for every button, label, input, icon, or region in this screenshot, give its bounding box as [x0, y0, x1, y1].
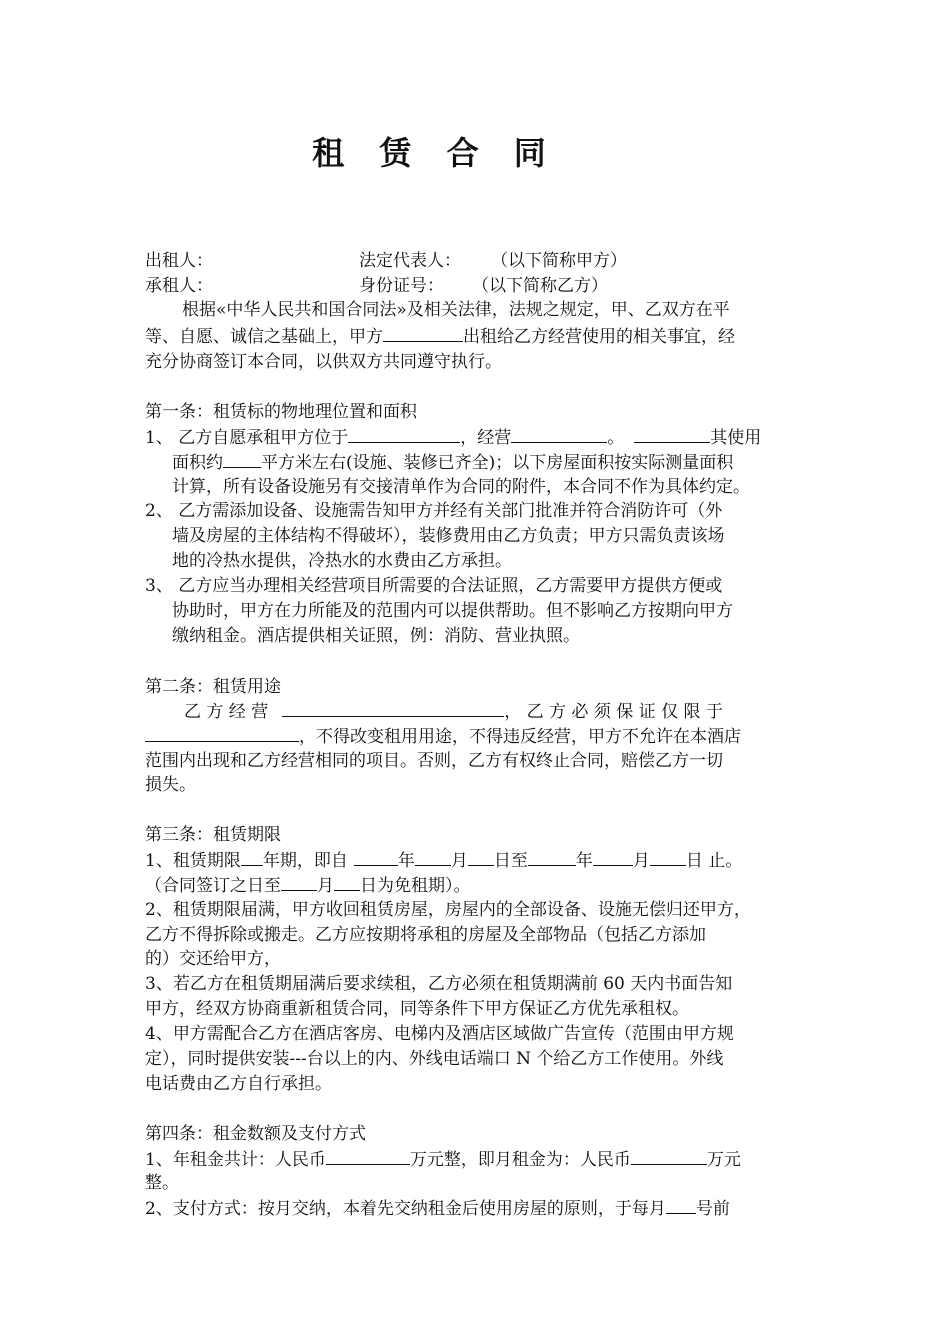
blank-field[interactable]: [334, 873, 360, 891]
document-title: 租 赁 合 同: [312, 134, 558, 172]
id-no-label: 身份证号：: [359, 276, 444, 296]
article-3-line-10: 电话费由乙方自行承担。: [145, 1074, 332, 1094]
blank-field[interactable]: [282, 699, 504, 717]
party-b-note: （以下简称乙方）: [472, 276, 608, 296]
blank-field[interactable]: [666, 1196, 696, 1214]
blank-field[interactable]: [650, 848, 686, 866]
party-a-note: （以下简称甲方）: [491, 251, 627, 271]
preamble-line-3: 充分协商签订本合同，以供双方共同遵守执行。: [145, 352, 502, 372]
article-1-item-2-line-2: 墙及房屋的主体结构不得破坏），装修费用由乙方负责；甲方只需负责该场: [172, 526, 725, 546]
lessor-line: [145, 249, 820, 273]
blank-field[interactable]: [354, 848, 398, 866]
preamble-line-2: 等、自愿、诚信之基础上，甲方 出租给乙方经营使用的相关事宜，经: [145, 324, 820, 349]
article-1-item-3-line-1: 3、 乙方应当办理相关经营项目所需要的合法证照，乙方需要甲方提供方便或: [145, 576, 723, 596]
blank-field[interactable]: [145, 724, 299, 742]
article-2-heading: 第二条：租赁用途: [145, 677, 281, 697]
article-1-item-1-line-3: 计算，所有设备设施另有交接清单作为合同的附件，本合同不作为具体约定。: [172, 477, 750, 497]
lessor-label: 出租人：: [145, 251, 213, 271]
article-3-line-5: 的）交还给甲方，: [145, 949, 281, 969]
article-3-line-3: 2、租赁期限届满，甲方收回租赁房屋，房屋内的全部设备、设施无偿归还甲方，: [145, 900, 751, 920]
article-4-line-1: 1、年租金共计：人民币 万元整，即月租金为：人民币 万元: [145, 1147, 820, 1172]
article-3-line-4: 乙方不得拆除或搬走。乙方应按期将承租的房屋及全部物品（包括乙方添加: [145, 925, 706, 945]
article-1-heading: 第一条：租赁标的物地理位置和面积: [145, 402, 417, 422]
article-3-line-2: （合同签订之日至 月 日为免租期）。: [145, 873, 820, 898]
lessee-label: 承租人：: [145, 276, 213, 296]
blank-field[interactable]: [593, 848, 633, 866]
article-4-line-2: 整。: [145, 1173, 179, 1193]
blank-field[interactable]: [631, 1147, 707, 1165]
blank-field[interactable]: [468, 848, 494, 866]
article-1-item-3-line-3: 缴纳租金。酒店提供相关证照，例：消防、营业执照。: [172, 626, 580, 646]
lessee-line: [145, 274, 820, 298]
article-1-item-2-line-3: 地的冷热水提供，冷热水的水费由乙方承担。: [172, 551, 512, 571]
article-3-heading: 第三条：租赁期限: [145, 825, 281, 845]
blank-field[interactable]: [511, 425, 607, 443]
blank-field[interactable]: [223, 450, 261, 468]
article-1-item-3-line-2: 协助时，甲方在力所能及的范围内可以提供帮助。但不影响乙方按期向甲方: [172, 601, 733, 621]
blank-field[interactable]: [383, 324, 463, 342]
article-2-line-1: 乙 方 经 营 ， 乙 方 必 须 保 证 仅 限 于: [184, 699, 859, 724]
blank-field[interactable]: [348, 425, 460, 443]
blank-field[interactable]: [528, 848, 576, 866]
blank-field[interactable]: [241, 848, 263, 866]
article-3-line-7: 甲方，经双方协商重新租赁合同，同等条件下甲方保证乙方优先承租权。: [145, 999, 689, 1019]
legal-rep-label: 法定代表人：: [359, 251, 461, 271]
blank-field[interactable]: [281, 873, 317, 891]
article-2-line-2: ，不得改变租用用途，不得违反经营，甲方不允许在本酒店: [145, 724, 820, 749]
blank-field[interactable]: [634, 425, 710, 443]
article-3-line-9: 定），同时提供安装---台以上的内、外线电话端口 N 个给乙方工作使用。外线: [145, 1049, 724, 1069]
preamble-line-1: 根据«中华人民共和国合同法»及相关法律，法规之规定，甲、乙双方在平: [182, 300, 730, 320]
article-3-line-1: 1、租赁期限 年期，即自 年 月 日至 年 月 日 止。: [145, 848, 820, 873]
article-3-line-8: 4、甲方需配合乙方在酒店客房、电梯内及酒店区域做广告宣传（范围由甲方规: [145, 1024, 734, 1044]
article-4-heading: 第四条：租金数额及支付方式: [145, 1124, 366, 1144]
article-1-item-1-line-1: 1、 乙方自愿承租甲方位于 ，经营 。 其使用: [145, 425, 820, 450]
blank-field[interactable]: [326, 1147, 410, 1165]
article-3-line-6: 3、若乙方在租赁期届满后要求续租，乙方必须在租赁期满前 60 天内书面告知: [145, 974, 733, 994]
article-1-item-1-line-2: 面积约 平方米左右(设施、装修已齐全)；以下房屋面积按实际测量面积: [172, 450, 820, 475]
article-4-line-3: 2、支付方式：按月交纳，本着先交纳租金后使用房屋的原则，于每月 号前: [145, 1196, 820, 1221]
article-2-line-4: 损失。: [145, 775, 196, 795]
article-1-item-2-line-1: 2、 乙方需添加设备、设施需告知甲方并经有关部门批准并符合消防许可（外: [145, 501, 723, 521]
article-2-line-3: 范围内出现和乙方经营相同的项目。否则，乙方有权终止合同，赔偿乙方一切: [145, 751, 723, 771]
blank-field[interactable]: [415, 848, 451, 866]
